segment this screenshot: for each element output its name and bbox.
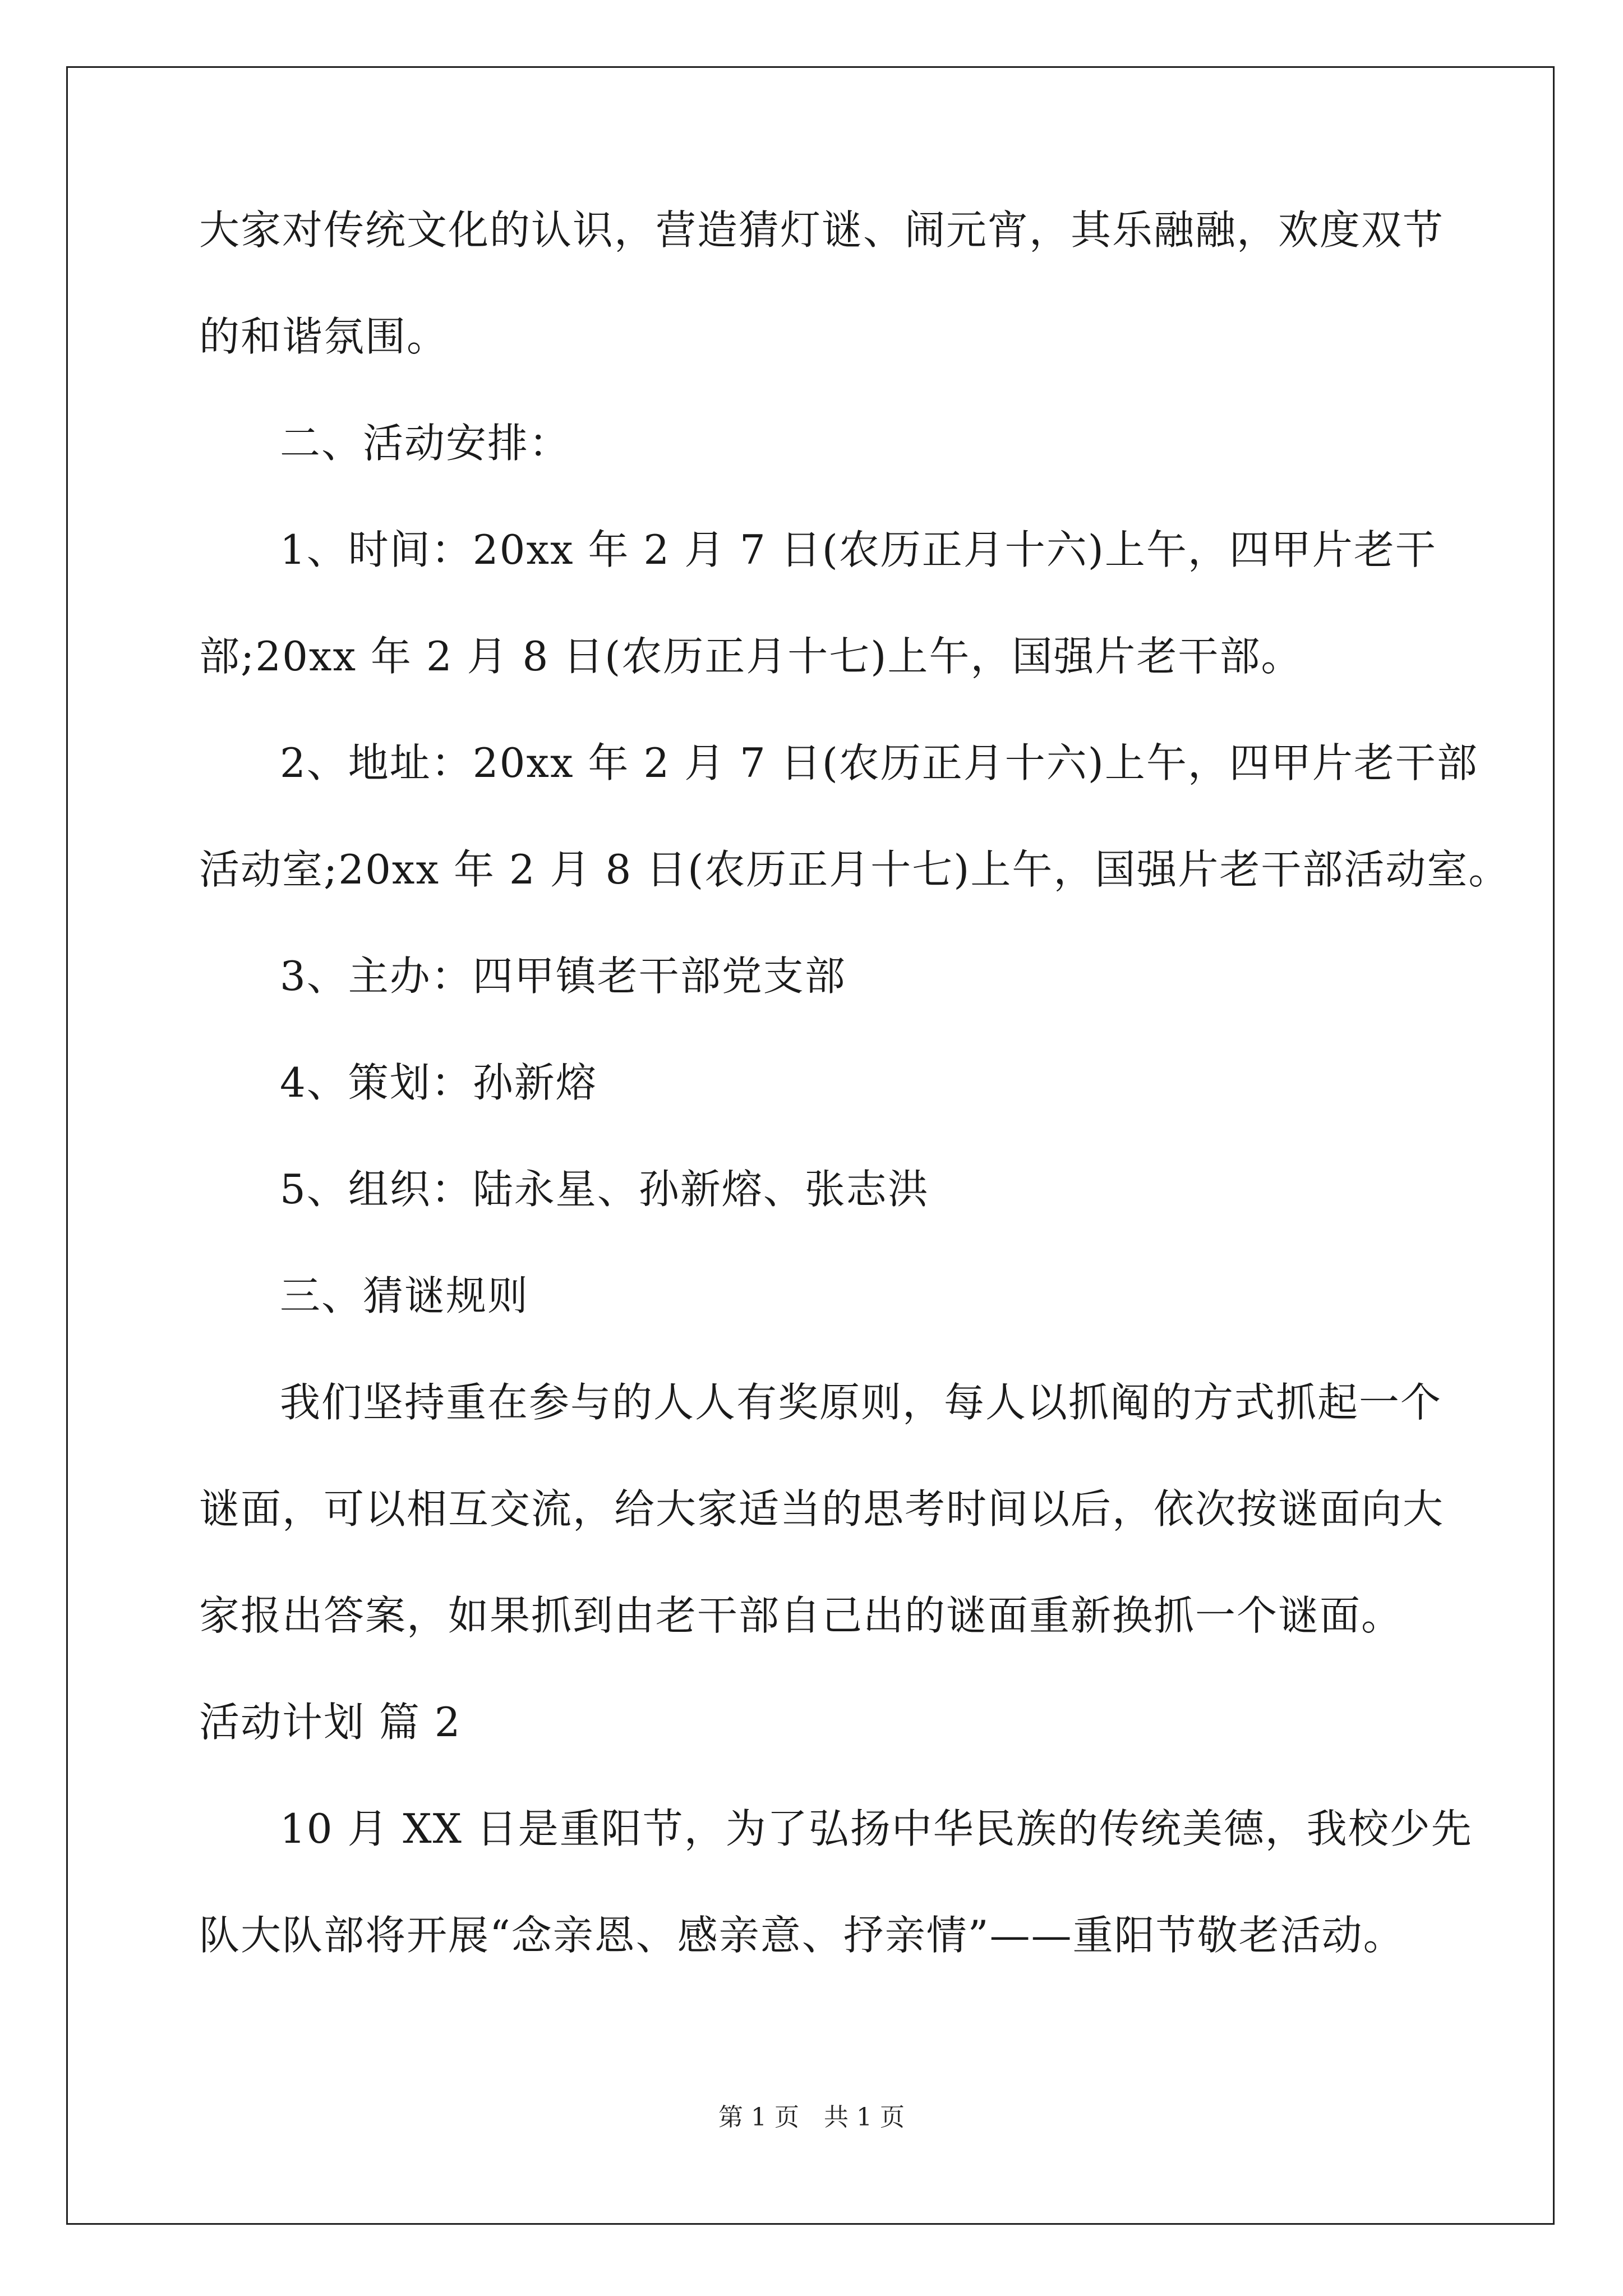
text-line: 10 月 XX 日是重阳节，为了弘扬中华民族的传统美德，我校少先 <box>280 1805 1473 1852</box>
text-line: 5、组织：陆永星、孙新熔、张志洪 <box>280 1166 929 1213</box>
article-heading: 活动计划 篇 2 <box>199 1699 462 1746</box>
text-line: 2、地址：20xx 年 2 月 7 日(农历正月十六)上午，四甲片老干部 <box>280 739 1478 786</box>
text-line: 活动室;20xx 年 2 月 8 日(农历正月十七)上午，国强片老干部活动室。 <box>199 846 1510 893</box>
text-line: 的和谐氛围。 <box>199 313 449 360</box>
text-line: 4、策划：孙新熔 <box>280 1059 597 1106</box>
text-line: 大家对传统文化的认识，营造猜灯谜、闹元宵，其乐融融，欢度双节 <box>199 206 1445 254</box>
text-line: 1、时间：20xx 年 2 月 7 日(农历正月十六)上午，四甲片老干 <box>280 526 1437 573</box>
section-heading: 二、活动安排： <box>280 420 571 467</box>
text-line: 谜面，可以相互交流，给大家适当的思考时间以后，依次按谜面向大 <box>199 1485 1445 1533</box>
text-line: 家报出答案，如果抓到由老干部自己出的谜面重新换抓一个谜面。 <box>199 1592 1403 1639</box>
text-line: 我们坚持重在参与的人人有奖原则，每人以抓阄的方式抓起一个 <box>280 1379 1442 1426</box>
page-border <box>66 66 1555 2225</box>
section-heading: 三、猜谜规则 <box>280 1272 529 1319</box>
text-line: 3、主办：四甲镇老干部党支部 <box>280 953 846 1000</box>
page-footer: 第 1 页 共 1 页 <box>718 2103 905 2132</box>
text-line: 队大队部将开展“念亲恩、感亲意、抒亲情”——重阳节敬老活动。 <box>199 1912 1405 1959</box>
text-line: 部;20xx 年 2 月 8 日(农历正月十七)上午，国强片老干部。 <box>199 633 1303 680</box>
